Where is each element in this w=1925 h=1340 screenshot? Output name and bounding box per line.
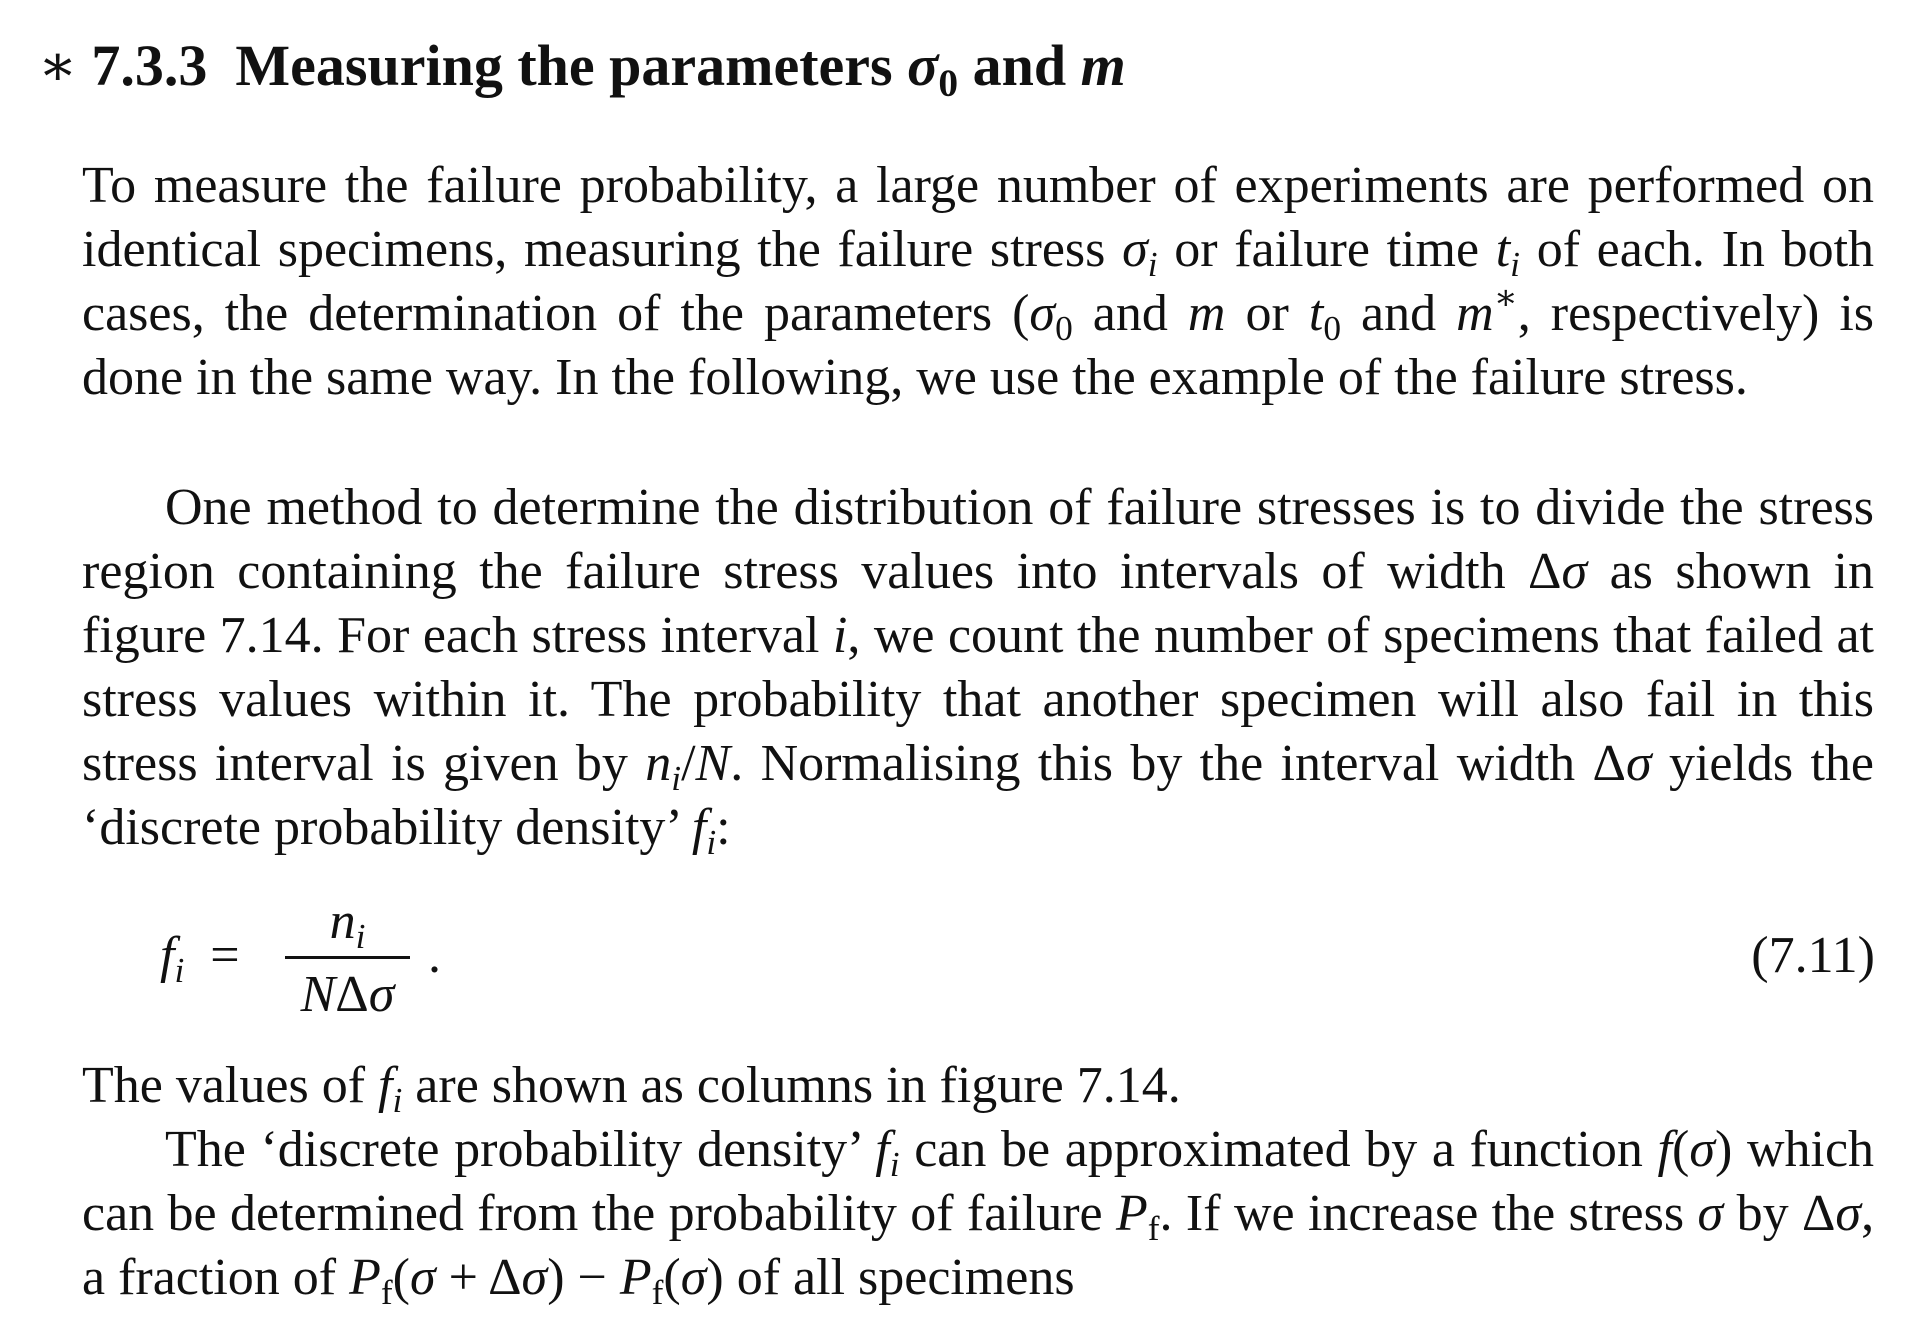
text-run: as shown in figure 7.14. For each stress interval bbox=[82, 543, 1875, 664]
math-subscript: f bbox=[651, 1271, 664, 1312]
math-t: t bbox=[1308, 285, 1324, 342]
math-paren: ) bbox=[547, 1249, 565, 1306]
math-n: n bbox=[645, 735, 672, 792]
math-subscript: i bbox=[671, 757, 682, 798]
text-run: can be approximated by a function bbox=[914, 1121, 1643, 1178]
section-number: 7.3.3 bbox=[91, 33, 208, 98]
equation-lhs bbox=[160, 926, 240, 990]
math-sigma: σ bbox=[1689, 1121, 1715, 1178]
math-f: f bbox=[875, 1121, 890, 1178]
math-subscript: f bbox=[380, 1271, 393, 1312]
section-title: Measuring the parameters bbox=[235, 33, 893, 98]
math-paren: ) bbox=[706, 1249, 724, 1306]
text-run: which can be determined from the probability of failure bbox=[82, 1121, 1875, 1242]
math-m: m bbox=[1187, 285, 1226, 342]
math-sigma: σ bbox=[1122, 221, 1148, 278]
text-run: and bbox=[1361, 285, 1437, 342]
math-P: P bbox=[349, 1249, 381, 1306]
math-paren: ( bbox=[663, 1249, 681, 1306]
math-n: n bbox=[329, 893, 356, 950]
math-paren: ( bbox=[392, 1249, 410, 1306]
heading-sigma-symbol: σ bbox=[907, 33, 939, 98]
section-marker: ∗ bbox=[38, 33, 78, 98]
paragraph-4 bbox=[82, 1118, 1874, 1310]
fraction-numerator bbox=[285, 890, 410, 954]
math-minus: − bbox=[577, 1249, 607, 1306]
math-subscript: i bbox=[355, 915, 366, 956]
math-sigma: σ bbox=[1561, 543, 1588, 600]
math-N: N bbox=[695, 735, 731, 792]
math-i: i bbox=[832, 607, 848, 664]
text-run: are shown as columns in figure 7.14. bbox=[415, 1057, 1181, 1114]
math-sigma: σ bbox=[409, 1249, 436, 1306]
math-P: P bbox=[619, 1249, 652, 1306]
math-slash: / bbox=[681, 735, 696, 792]
math-sigma: σ bbox=[1835, 1185, 1862, 1242]
math-P: P bbox=[1116, 1185, 1148, 1242]
math-subscript: i bbox=[392, 1079, 403, 1120]
text-run: To measure the failure probability, a large number of experiments are performed on identical specimens, measuring the failure stress bbox=[82, 157, 1874, 278]
math-subscript: 0 bbox=[1323, 307, 1342, 348]
math-sigma: σ bbox=[368, 966, 395, 1023]
math-subscript: 0 bbox=[1055, 307, 1073, 348]
section-heading bbox=[38, 30, 1126, 106]
math-subscript: i bbox=[1510, 243, 1520, 284]
equation-fraction bbox=[285, 890, 410, 1027]
math-delta: Δ bbox=[1592, 735, 1626, 792]
math-delta: Δ bbox=[1528, 543, 1562, 600]
math-paren: ( bbox=[1671, 1121, 1690, 1178]
heading-and: and bbox=[972, 33, 1067, 98]
math-subscript: i bbox=[889, 1143, 900, 1184]
math-m: m bbox=[1456, 285, 1494, 342]
text-run: or failure time bbox=[1174, 221, 1480, 278]
text-run: One method to determine the distribution of failure stresses is to divide the stress region containing the failure stress values into intervals of width bbox=[82, 479, 1874, 600]
text-run: , a fraction of bbox=[82, 1185, 1875, 1306]
math-f: f bbox=[1657, 1121, 1672, 1178]
paragraph-1 bbox=[82, 154, 1874, 410]
math-delta: Δ bbox=[488, 1249, 522, 1306]
math-f: f bbox=[160, 927, 175, 984]
math-subscript: i bbox=[706, 821, 717, 862]
equation-7-11 bbox=[160, 890, 1875, 1030]
math-sigma: σ bbox=[1697, 1185, 1724, 1242]
math-paren: ) bbox=[1714, 1121, 1733, 1178]
equation-number: (7.11) bbox=[1751, 927, 1875, 984]
math-plus: + bbox=[448, 1249, 478, 1306]
math-sigma: σ bbox=[1029, 285, 1056, 342]
math-N: N bbox=[300, 966, 336, 1023]
paragraph-3 bbox=[82, 1054, 1874, 1118]
text-run: : bbox=[716, 799, 731, 856]
math-delta: Δ bbox=[335, 966, 369, 1023]
text-run: , we count the number of specimens that failed at stress values within it. The probability that another specimen will also fail in this stress interval is given by bbox=[82, 607, 1875, 792]
equation-period: . bbox=[428, 927, 441, 984]
text-run: yields the ‘discrete probability density’ bbox=[82, 735, 1875, 856]
math-equals: = bbox=[210, 927, 240, 984]
math-sigma: σ bbox=[680, 1249, 707, 1306]
math-sigma: σ bbox=[1625, 735, 1652, 792]
math-f: f bbox=[691, 799, 707, 856]
text-run: by bbox=[1736, 1185, 1789, 1242]
text-run: or bbox=[1245, 285, 1289, 342]
fraction-bar bbox=[285, 956, 410, 959]
math-subscript: i bbox=[174, 949, 185, 990]
text-run: of all specimens bbox=[736, 1249, 1075, 1306]
text-run: , respectively) is done in the same way. In the following, we use the example of the failure stress. bbox=[82, 285, 1875, 406]
math-superscript: ∗ bbox=[1493, 276, 1518, 317]
math-f: f bbox=[378, 1057, 393, 1114]
heading-m-symbol: m bbox=[1080, 33, 1126, 98]
math-delta: Δ bbox=[1801, 1185, 1836, 1242]
text-run: . Normalising this by the interval width bbox=[730, 735, 1576, 792]
heading-sigma-subscript: 0 bbox=[938, 61, 959, 106]
text-run: . If we increase the stress bbox=[1159, 1185, 1685, 1242]
paragraph-2 bbox=[82, 476, 1874, 860]
text-run: and bbox=[1092, 285, 1168, 342]
fraction-denominator bbox=[285, 963, 410, 1027]
text-run: of each. In both cases, the determination of the parameters ( bbox=[82, 221, 1875, 342]
text-run: The ‘discrete probability density’ bbox=[165, 1121, 861, 1178]
math-t: t bbox=[1495, 221, 1511, 278]
math-subscript: i bbox=[1147, 243, 1158, 284]
math-subscript: f bbox=[1147, 1207, 1160, 1248]
text-run: The values of bbox=[82, 1057, 366, 1114]
math-sigma: σ bbox=[521, 1249, 548, 1306]
